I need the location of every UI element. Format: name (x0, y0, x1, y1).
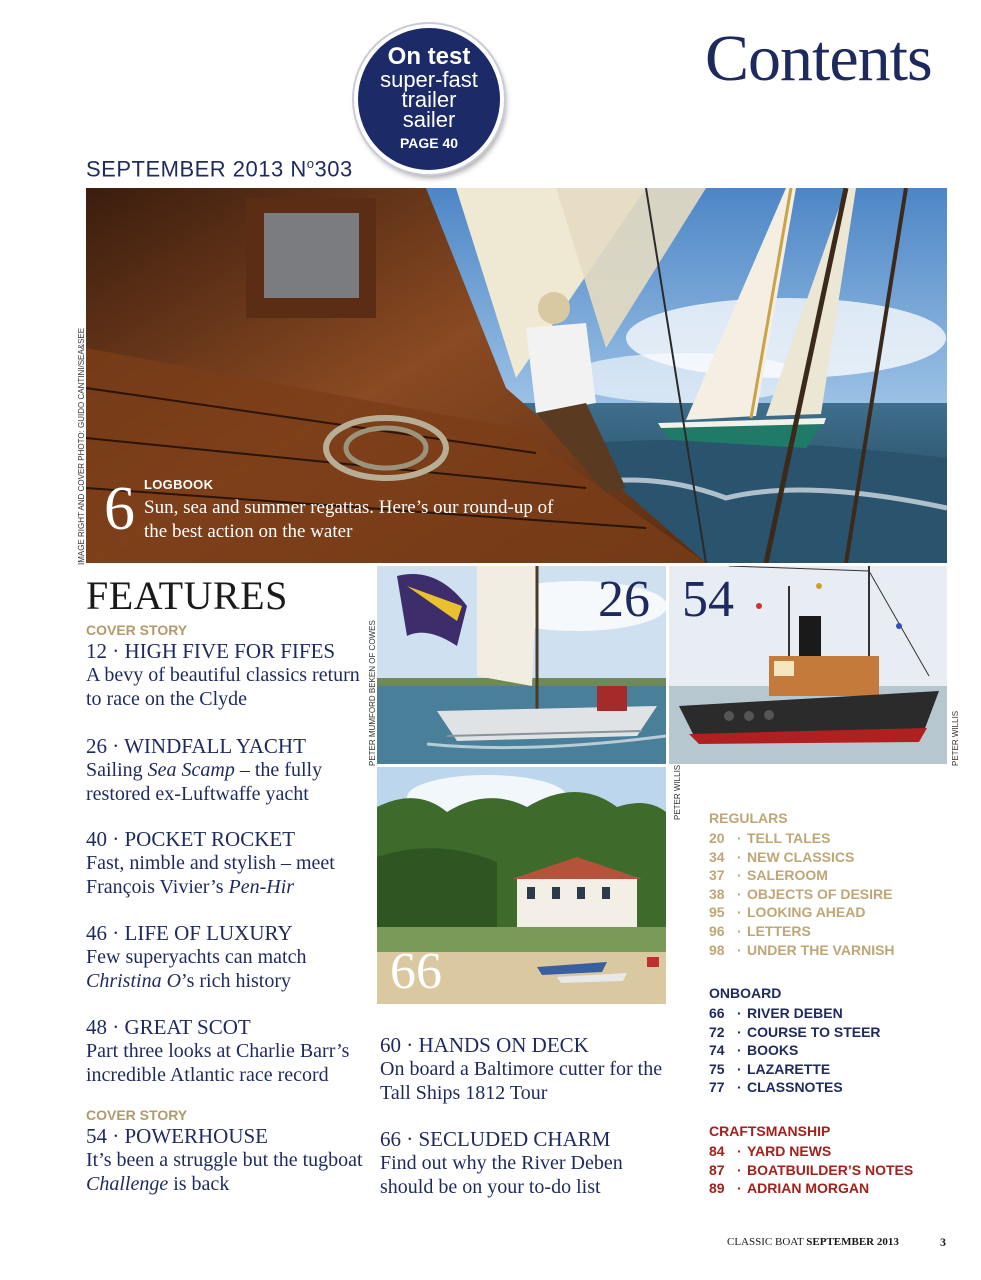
issue-number: 303 (314, 156, 353, 182)
feature-item (86, 921, 371, 993)
badge-line-4: sailer (402, 107, 456, 132)
feature-description: On board a Baltimore cutter for the Tall Ships 1812 Tour (380, 1058, 663, 1104)
photo-credit-26: PETER MUMFORD BEKEN OF COWES (368, 620, 377, 766)
photo-number-66: 66 (390, 943, 442, 1000)
regulars-item: 95 · LOOKING AHEAD (709, 904, 866, 921)
feature-title: 60 · HANDS ON DECK (380, 1033, 589, 1057)
craftsmanship-item: 89 · ADRIAN MORGAN (709, 1180, 870, 1197)
craftsmanship-item: 87 · BOATBUILDER’S NOTES (709, 1161, 914, 1178)
regulars-item: 96 · LETTERS (709, 922, 811, 939)
photo-number-54: 54 (682, 571, 734, 628)
craftsmanship-section (709, 1122, 913, 1198)
onboard-item: 74 · BOOKS (709, 1042, 799, 1059)
badge-page: PAGE 40 (399, 135, 459, 151)
feature-item (380, 1033, 670, 1105)
onboard-item: 77 · CLASSNOTES (709, 1079, 843, 1096)
onboard-item: 72 · COURSE TO STEER (709, 1023, 881, 1040)
feature-kicker: COVER STORY (86, 1107, 188, 1123)
regulars-item: 98 · UNDER THE VARNISH (709, 941, 895, 958)
feature-item (86, 1106, 371, 1196)
page-number: 3 (940, 1235, 946, 1249)
badge-line-2: super-fast (380, 67, 478, 92)
badge-line-1: On test (387, 43, 471, 70)
footer-pub-name: CLASSIC BOAT (727, 1236, 807, 1248)
photo-credit-54: PETER WILLIS (951, 710, 960, 766)
features-heading: FEATURES (86, 573, 288, 618)
regulars-item: 20 · TELL TALES (709, 830, 831, 846)
logbook-heading: LOGBOOK (144, 477, 214, 492)
regulars-heading: REGULARS (709, 810, 788, 826)
onboard-section (709, 984, 881, 1097)
craftsmanship-item: 84 · YARD NEWS (709, 1143, 832, 1159)
feature-title: 54 · POWERHOUSE (86, 1124, 268, 1148)
feature-title: 46 · LIFE OF LUXURY (86, 921, 293, 945)
photo-credit-main: IMAGE RIGHT AND COVER PHOTO: GUIDO CANTINI/SEA&SEE (77, 327, 86, 565)
feature-title: 48 · GREAT SCOT (86, 1015, 251, 1039)
feature-item (380, 1127, 670, 1199)
footer-publication (727, 1236, 899, 1248)
regulars-item: 37 · SALEROOM (709, 867, 828, 884)
feature-title: 40 · POCKET ROCKET (86, 827, 296, 851)
feature-description: A bevy of beautiful classics return to race on the Clyde (86, 664, 360, 710)
regulars-section (709, 809, 895, 959)
onboard-heading: ONBOARD (709, 985, 782, 1001)
feature-description: Sailing Sea Scamp – the fully restored ex-Luftwaffe yacht (86, 759, 323, 805)
on-test-badge (354, 24, 504, 174)
feature-item (86, 621, 371, 711)
feature-item (86, 827, 371, 899)
feature-description: Part three looks at Charlie Barr’s incredible Atlantic race record (86, 1040, 350, 1086)
badge-line-3: trailer (401, 87, 457, 112)
feature-description: Fast, nimble and stylish – meet François Vivier’s Pen-Hir (86, 852, 335, 898)
onboard-item: 75 · LAZARETTE (709, 1060, 831, 1077)
photo-number-26: 26 (598, 571, 650, 628)
feature-kicker: COVER STORY (86, 622, 188, 638)
photo-credit-66: PETER WILLIS (673, 764, 682, 820)
feature-description: It’s been a struggle but the tugboat Challenge is back (86, 1149, 363, 1195)
logbook-text: Sun, sea and summer regattas. Here’s our round-up of the best action on the water (144, 497, 554, 542)
issue-line (86, 156, 353, 182)
page-title: Contents (705, 22, 932, 95)
feature-description: Find out why the River Deben should be on your to-do list (380, 1152, 623, 1198)
craftsmanship-heading: CRAFTSMANSHIP (709, 1123, 831, 1139)
feature-title: 12 · HIGH FIVE FOR FIFES (86, 639, 336, 663)
feature-item (86, 1015, 371, 1087)
feature-title: 26 · WINDFALL YACHT (86, 734, 306, 758)
regulars-item: 34 · NEW CLASSICS (709, 848, 855, 865)
footer-issue: SEPTEMBER 2013 (806, 1236, 899, 1248)
feature-item (86, 734, 371, 806)
feature-title: 66 · SECLUDED CHARM (380, 1127, 611, 1151)
onboard-item: 66 · RIVER DEBEN (709, 1005, 843, 1021)
issue-number-sign: o (306, 156, 315, 171)
issue-label: SEPTEMBER 2013 N (86, 156, 307, 182)
feature-description: Few superyachts can match Christina O’s rich history (86, 946, 307, 992)
regulars-item: 38 · OBJECTS OF DESIRE (709, 885, 893, 902)
logbook-page-number: 6 (104, 475, 135, 543)
